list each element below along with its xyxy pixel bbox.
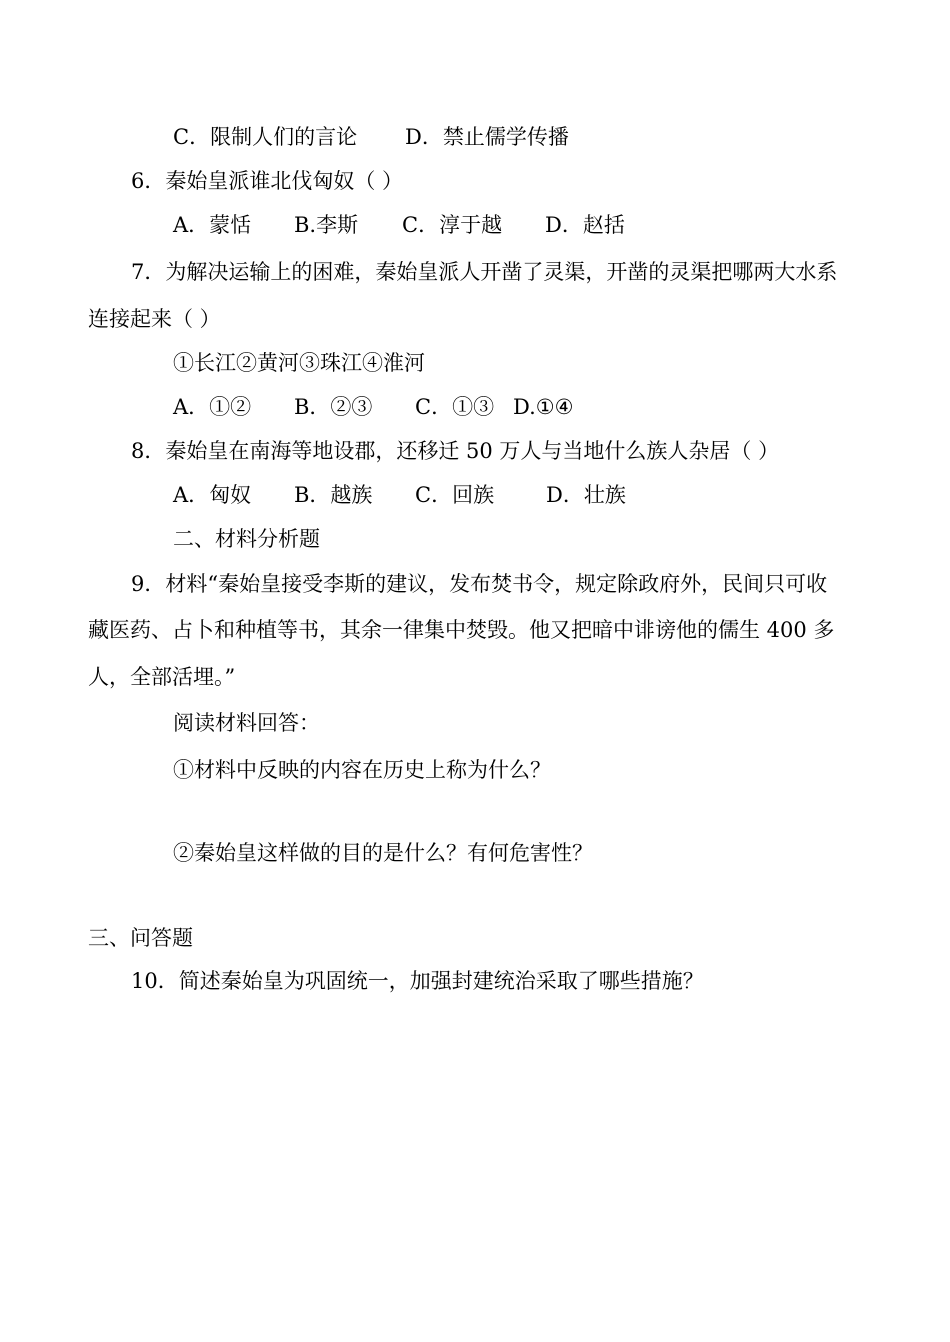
section2-title: 二、材料分析题 bbox=[173, 527, 320, 551]
q10-question: 10．简述秦始皇为巩固统一，加强封建统治采取了哪些措施？ bbox=[131, 969, 704, 993]
q6-option-b: B.李斯 bbox=[294, 213, 359, 237]
q7-option-c: C．①③ bbox=[415, 395, 495, 419]
q9-sub-question-2: ②秦始皇这样做的目的是什么？有何危害性？ bbox=[173, 841, 593, 865]
q7-option-d: D.①④ bbox=[513, 395, 574, 419]
q9-material-line2: 藏医药、占卜和种植等书，其余一律集中焚毁。他又把暗中诽谤他的儒生 400 多 bbox=[88, 618, 835, 642]
q8-option-a: A．匈奴 bbox=[173, 483, 252, 507]
q6-option-d: D．赵括 bbox=[545, 213, 625, 237]
q5-option-c: C．限制人们的言论 bbox=[173, 125, 358, 149]
q8-option-b: B．越族 bbox=[294, 483, 373, 507]
q7-option-b: B．②③ bbox=[294, 395, 373, 419]
q6-option-c: C．淳于越 bbox=[402, 213, 503, 237]
q5-options bbox=[173, 127, 569, 148]
q9-prompt: 阅读材料回答： bbox=[173, 711, 320, 735]
q9-material-line1: 9．材料“秦始皇接受李斯的建议，发布焚书令，规定除政府外，民间只可收 bbox=[131, 572, 828, 596]
q9-material-line3: 人，全部活埋。” bbox=[88, 665, 236, 689]
q7-option-a: A．①② bbox=[173, 395, 252, 419]
q7-options bbox=[173, 397, 573, 418]
q8-option-d: D．壮族 bbox=[546, 483, 626, 507]
section3-title: 三、问答题 bbox=[88, 926, 193, 950]
q8-question: 8．秦始皇在南海等地设郡，还移迁 50 万人与当地什么族人杂居（ ） bbox=[131, 439, 780, 463]
q6-option-a: A．蒙恬 bbox=[173, 213, 252, 237]
q8-option-c: C．回族 bbox=[415, 483, 495, 507]
q6-options bbox=[173, 215, 625, 236]
q6-question: 6．秦始皇派谁北伐匈奴（ ） bbox=[131, 169, 404, 193]
q8-options bbox=[173, 485, 626, 506]
q9-sub-question-1: ①材料中反映的内容在历史上称为什么？ bbox=[173, 758, 551, 782]
q7-choices: ①长江②黄河③珠江④淮河 bbox=[173, 351, 425, 375]
q7-question-line2: 连接起来（ ） bbox=[88, 307, 221, 331]
q7-question-line1: 7．为解决运输上的困难，秦始皇派人开凿了灵渠，开凿的灵渠把哪两大水系 bbox=[131, 260, 838, 284]
q5-option-d: D．禁止儒学传播 bbox=[405, 125, 569, 149]
